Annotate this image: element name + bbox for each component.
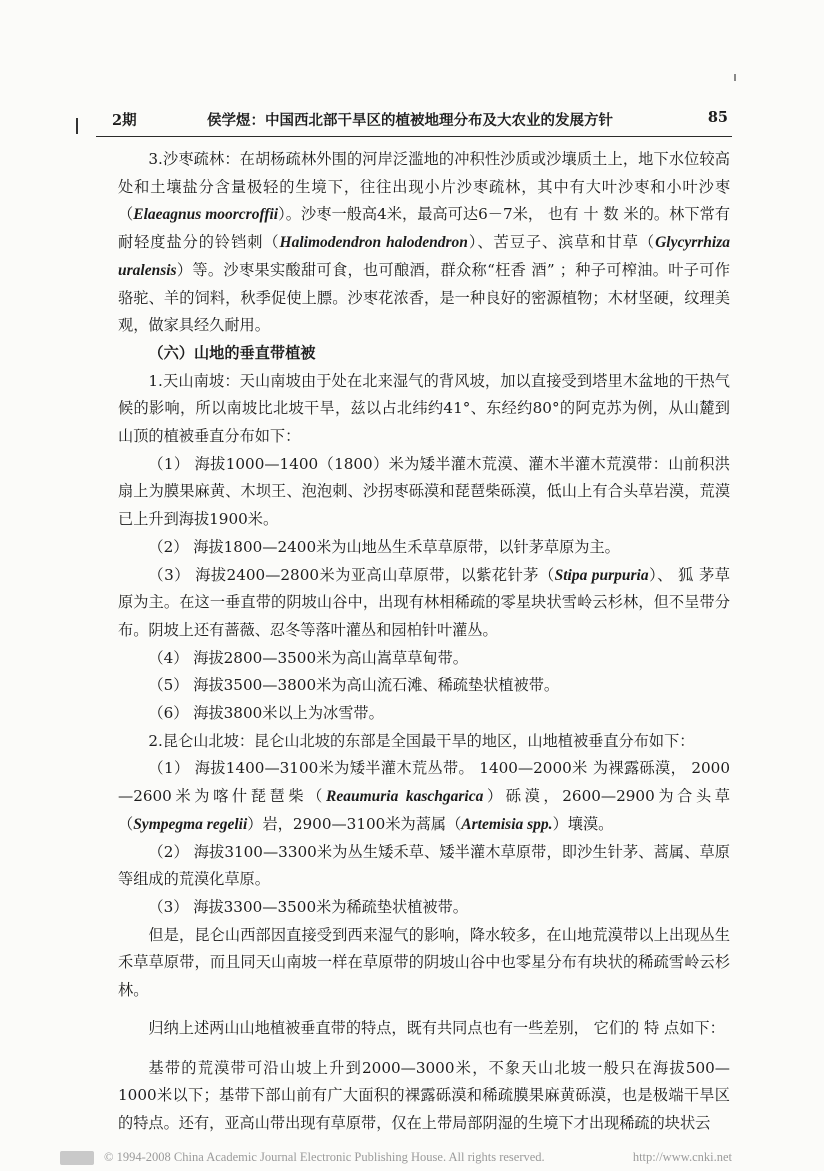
paragraph-zone-6: （6） 海拔3800米以上为冰雪带。	[148, 704, 384, 723]
paragraph-zone-4: （4） 海拔2800—3500米为高山嵩草草甸带。	[148, 648, 468, 667]
copyright-notice: © 1994-2008 China Academic Journal Electronic Publishing House. All rights reserved.	[104, 1150, 545, 1164]
paragraph-zone-5: （5） 海拔3500—3800米为高山流石滩、稀疏垫状植被带。	[148, 676, 560, 695]
section-heading: （六）山地的垂直带植被	[148, 343, 316, 362]
text-run: ）、苦豆子、滨草和甘草（	[467, 233, 656, 252]
paragraph-zone-3	[118, 562, 730, 645]
scientific-name: Sympegma regelii	[133, 815, 248, 833]
scan-mark	[734, 74, 736, 81]
paragraph-zone-1: （1） 海拔1000—1400（1800）米为矮半灌木荒漠、灌木半灌木荒漠带：山前积洪扇上为膜果麻黄、木坝王、泡泡刺、沙拐枣砾漠和琵琶柴砾漠，低山上有合头草岩漠，荒漠已上升到海拔1900米。	[118, 454, 730, 529]
text-run: （1） 海拔1400—3100米为矮半灌木荒丛带。 1400—2000米 为裸露砾漠， 2000—2600米为喀什琵琶柴（	[118, 759, 730, 806]
margin-mark	[76, 118, 78, 134]
paragraph-summary: 归纳上述两山山地植被垂直带的特点，既有共同点也有一些差别， 它们的 特 点如下：	[148, 1018, 725, 1037]
scientific-name: Halimodendron halodendron	[279, 234, 468, 252]
paragraph-kunlun-zone-1	[118, 755, 730, 838]
text-run: ）。沙枣一般高4米，最高可达6－7米， 也有 十 数 米的。林下常有耐轻度盐分的铃铛刺（	[118, 205, 731, 252]
cnki-logo-icon	[60, 1151, 94, 1165]
text-run: ）等。沙枣果实酸甜可食，也可酿酒，群众称“枉香 酒” ；种子可榨油。叶子可作骆驼、羊的饲料，秋季促使上膘。沙枣花浓香，是一种良好的密源植物；木材坚硬，纹理美观，做家具经久耐用。	[118, 260, 730, 335]
paragraph-sand-jujube	[118, 146, 730, 340]
running-title: 侯学煜：中国西北部干旱区的植被地理分布及大农业的发展方针	[207, 112, 613, 129]
text-run: ）壤漠。	[552, 814, 614, 833]
text-run: 3.沙枣疏林：在胡杨疏林外围的河岸泛滥地的冲积性沙质或沙壤质土上，地下水位较高处和土壤盐分含量极轻的生境下，往往出现小片沙枣疏林，其中有大叶沙枣和小叶沙枣（	[118, 150, 730, 224]
text-run: （3） 海拔2400—2800米为亚高山草原带，以紫花针茅（	[148, 565, 555, 584]
paragraph-kunlun-west: 但是，昆仑山西部因直接受到西来湿气的影响，降水较多，在山地荒漠带以上出现丛生禾草草原带，而且同天山南坡一样在草原带的阴坡山谷中也零星分布有块状的稀疏雪岭云杉林。	[118, 925, 730, 1000]
scientific-name: Elaeagnus moorcroffii	[133, 206, 279, 224]
paragraph-zone-2: （2） 海拔1800—2400米为山地丛生禾草草原带，以针茅草原为主。	[148, 537, 620, 556]
scientific-name: Stipa purpuria	[554, 566, 649, 584]
scientific-name: Reaumuria kaschgarica	[326, 788, 484, 806]
issue-number: 2期	[112, 112, 137, 129]
paragraph-base-zone: 基带的荒漠带可沿山坡上升到2000—3000米，不象天山北坡一般只在海拔500—1000米以下；基带下部山前有广大面积的裸露砾漠和稀疏膜果麻黄砾漠，也是极端干旱区的特点。还有，亚高山带出现有草原带，仅在上带局部阴湿的生境下才出现稀疏的块状云	[118, 1058, 730, 1132]
text-run: ）砾漠，2600—2900为合头草（	[118, 787, 730, 833]
text-run: ）、 狐 茅草原为主。在这一垂直带的阴坡山谷中，出现有林相稀疏的零星块状雪岭云杉林，但不呈带分布。阴坡上还有蔷薇、忍冬等落叶灌丛和园柏针叶灌丛。	[118, 565, 730, 639]
header-rule	[96, 136, 732, 137]
footer-link[interactable]: http://www.cnki.net	[632, 1150, 732, 1164]
paragraph-kunlun-zone-3: （3） 海拔3300—3500米为稀疏垫状植被带。	[148, 897, 468, 916]
paragraph-kunlun: 2.昆仑山北坡：昆仑山北坡的东部是全国最干旱的地区，山地植被垂直分布如下：	[148, 731, 695, 750]
paragraph-kunlun-zone-2: （2） 海拔3100—3300米为丛生矮禾草、矮半灌木草原带，即沙生针茅、蒿属、草原等组成的荒漠化草原。	[118, 842, 730, 889]
article-body	[118, 146, 730, 1138]
paragraph-tianshan: 1.天山南坡：天山南坡由于处在北来湿气的背风坡，加以直接受到塔里木盆地的干热气候的影响，所以南坡比北坡干旱，兹以占北纬约41°、东经约80°的阿克苏为例，从山麓到山顶的植被垂直分布如下：	[118, 371, 730, 446]
text-run: ）岩，2900—3100米为蒿属（	[247, 814, 462, 833]
page-number: 85	[707, 109, 728, 126]
scientific-name: Artemisia spp.	[461, 815, 553, 833]
footer	[60, 1150, 750, 1168]
running-header	[90, 107, 730, 131]
scientific-name: Glycyrrhiza uralensis	[118, 234, 730, 279]
